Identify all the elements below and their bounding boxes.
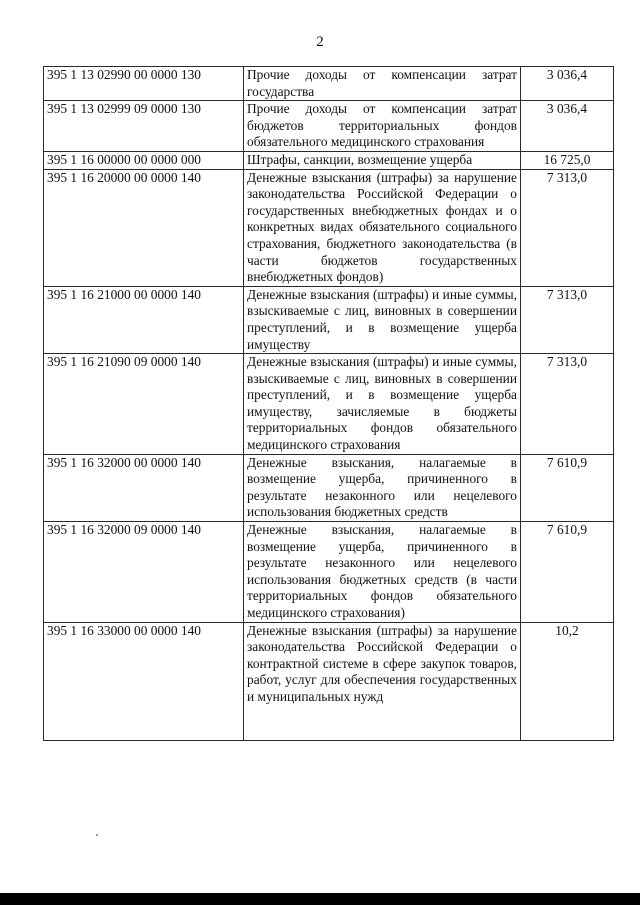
revenue-name-cell: Денежные взыскания, налагаемые в возмещение ущерба, причиненного в результате незаконного или нецелевого использования бюджетных средств (244, 454, 521, 521)
revenue-code-cell: 395 1 16 20000 00 0000 140 (44, 169, 244, 286)
table-row (44, 67, 614, 101)
revenue-name-cell: Прочие доходы от компенсации затрат государства (244, 67, 521, 101)
amount-cell: 7 610,9 (521, 454, 614, 521)
revenue-name-cell: Денежные взыскания (штрафы) за нарушение законодательства Российской Федерации о контрактной системе в сфере закупок товаров, работ, услуг для обеспечения государственных и муниципальных нужд (244, 622, 521, 740)
revenue-code-cell: 395 1 16 32000 09 0000 140 (44, 522, 244, 623)
table-row (44, 169, 614, 286)
revenue-name-cell: Денежные взыскания, налагаемые в возмещение ущерба, причиненного в результате незаконного или нецелевого использования бюджетных средств (в части территориальных фондов обязательного медицинского страхования) (244, 522, 521, 623)
table-row (44, 151, 614, 169)
revenue-name-cell: Денежные взыскания (штрафы) и иные суммы, взыскиваемые с лиц, виновных в совершении преступлений, и в возмещение ущерба имуществу, зачисляемые в бюджеты территориальных фондов обязательного медицинского страхования (244, 354, 521, 455)
revenue-name-cell: Штрафы, санкции, возмещение ущерба (244, 151, 521, 169)
amount-cell: 16 725,0 (521, 151, 614, 169)
revenue-code-cell: 395 1 16 21090 09 0000 140 (44, 354, 244, 455)
page-number: 2 (316, 34, 324, 50)
table-row (44, 522, 614, 623)
amount-cell: 7 313,0 (521, 169, 614, 286)
revenue-name-cell: Денежные взыскания (штрафы) и иные суммы, взыскиваемые с лиц, виновных в совершении преступлений, и в возмещение ущерба имуществу (244, 286, 521, 353)
table-row (44, 622, 614, 740)
table-row (44, 286, 614, 353)
table-row (44, 101, 614, 152)
revenue-code-cell: 395 1 16 32000 00 0000 140 (44, 454, 244, 521)
revenue-name-cell: Прочие доходы от компенсации затрат бюджетов территориальных фондов обязательного медицинского страхования (244, 101, 521, 152)
revenue-name-cell: Денежные взыскания (штрафы) за нарушение законодательства Российской Федерации о государственных внебюджетных фондах и о конкретных видах обязательного социального страхования, бюджетного законодательства (в части бюджетов государственных внебюджетных фондов) (244, 169, 521, 286)
table-row (44, 354, 614, 455)
scan-speck (96, 834, 98, 836)
revenue-code-cell: 395 1 16 00000 00 0000 000 (44, 151, 244, 169)
table-row (44, 454, 614, 521)
budget-revenue-table (43, 66, 614, 741)
revenue-code-cell: 395 1 13 02999 09 0000 130 (44, 101, 244, 152)
revenue-code-cell: 395 1 13 02990 00 0000 130 (44, 67, 244, 101)
revenue-code-cell: 395 1 16 33000 00 0000 140 (44, 622, 244, 740)
amount-cell: 7 313,0 (521, 286, 614, 353)
scan-bottom-edge (0, 893, 640, 905)
amount-cell: 10,2 (521, 622, 614, 740)
revenue-code-cell: 395 1 16 21000 00 0000 140 (44, 286, 244, 353)
amount-cell: 7 610,9 (521, 522, 614, 623)
amount-cell: 3 036,4 (521, 67, 614, 101)
amount-cell: 3 036,4 (521, 101, 614, 152)
amount-cell: 7 313,0 (521, 354, 614, 455)
